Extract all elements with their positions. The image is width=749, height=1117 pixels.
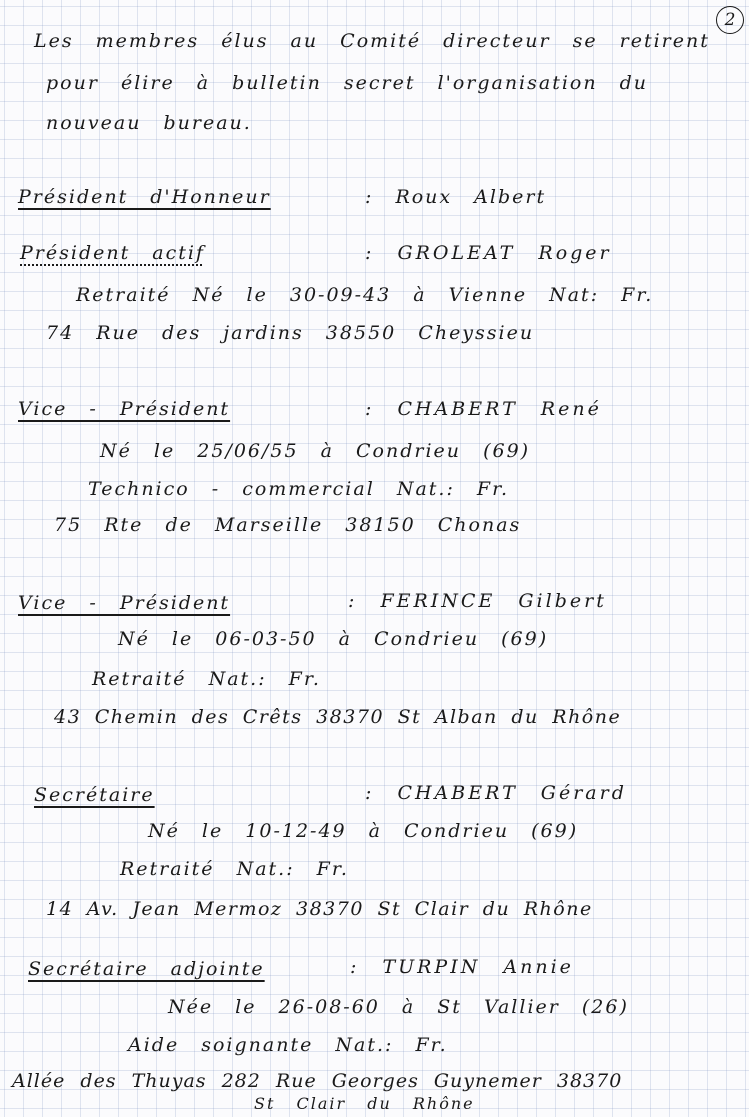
vice-president-2-birth: Né le 06-03-50 à Condrieu (69)	[118, 628, 549, 650]
vice-president-1-job: Technico - commercial Nat.: Fr.	[88, 478, 510, 500]
active-president-details: Retraité Né le 30-09-43 à Vienne Nat: Fr.	[76, 284, 654, 306]
secretary-address: 14 Av. Jean Mermoz 38370 St Clair du Rhône	[46, 898, 593, 920]
intro-line-2: pour élire à bulletin secret l'organisation du	[46, 72, 649, 94]
vice-president-1-name: : CHABERT René	[365, 398, 602, 420]
intro-line-1: Les membres élus au Comité directeur se retirent	[34, 30, 710, 52]
honorary-president-role: Président d'Honneur	[18, 186, 271, 208]
active-president-address: 74 Rue des jardins 38550 Cheyssieu	[46, 322, 535, 344]
secretary-job: Retraité Nat.: Fr.	[120, 858, 349, 880]
deputy-secretary-name: : TURPIN Annie	[350, 956, 574, 978]
active-president-role: Président actif	[20, 242, 205, 264]
vice-president-2-role: Vice - Président	[18, 592, 231, 614]
secretary-birth: Né le 10-12-49 à Condrieu (69)	[148, 820, 579, 842]
deputy-secretary-address-line-1: Allée des Thuyas 282 Rue Georges Guynemer 38370	[12, 1070, 623, 1092]
deputy-secretary-birth: Née le 26-08-60 à St Vallier (26)	[168, 996, 629, 1018]
page-number: 2	[716, 6, 744, 34]
active-president-name: : GROLEAT Roger	[365, 242, 612, 264]
vice-president-1-role: Vice - Président	[18, 398, 231, 420]
vice-president-2-address: 43 Chemin des Crêts 38370 St Alban du Rhône	[54, 706, 622, 728]
intro-line-3: nouveau bureau.	[46, 112, 252, 134]
secretary-role: Secrétaire	[34, 784, 155, 806]
vice-president-1-address: 75 Rte de Marseille 38150 Chonas	[54, 514, 522, 536]
vice-president-2-job: Retraité Nat.: Fr.	[92, 668, 321, 690]
vice-president-2-name: : FERINCE Gilbert	[348, 590, 607, 612]
honorary-president-name: : Roux Albert	[365, 186, 547, 208]
deputy-secretary-role: Secrétaire adjointe	[28, 958, 265, 980]
deputy-secretary-address-line-2: St Clair du Rhône	[254, 1094, 475, 1113]
deputy-secretary-job: Aide soignante Nat.: Fr.	[128, 1034, 448, 1056]
secretary-name: : CHABERT Gérard	[365, 782, 627, 804]
vice-president-1-birth: Né le 25/06/55 à Condrieu (69)	[100, 440, 531, 462]
